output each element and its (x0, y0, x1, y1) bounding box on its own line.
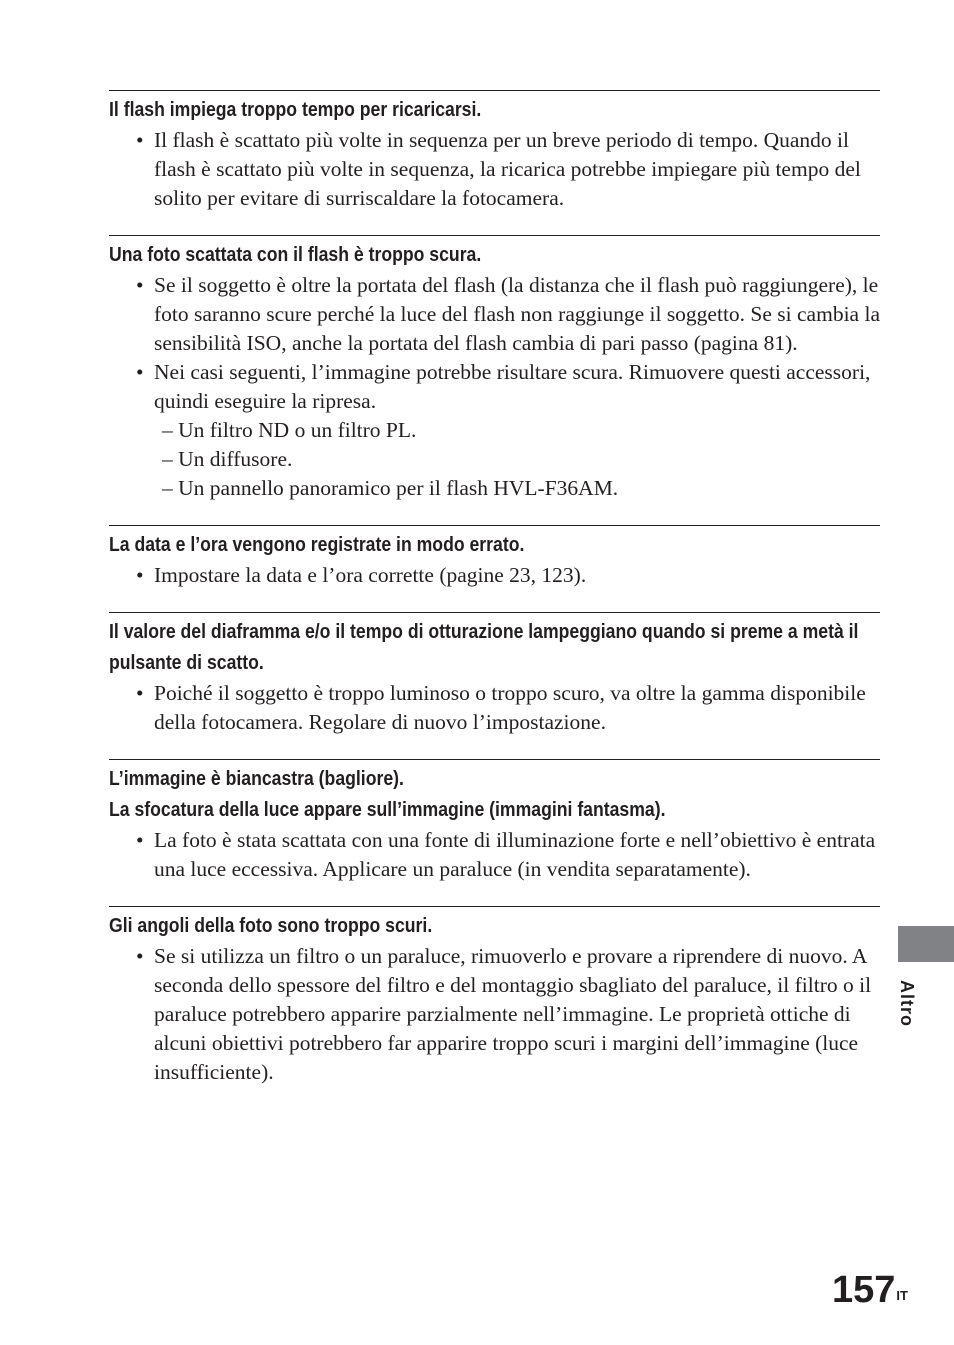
section-aperture-blink (109, 612, 880, 737)
page-number (832, 1266, 908, 1314)
bullet-icon: • (136, 828, 144, 852)
item-text: Impostare la data e l’ora corrette (pagine 23, 123). (154, 563, 587, 587)
section-dark-corners (109, 906, 880, 1087)
list-item (109, 826, 880, 884)
section-heading: Il flash impiega troppo tempo per ricaricarsi. (109, 98, 482, 121)
page-number-value: 157 (832, 1269, 896, 1311)
sub-item: – Un filtro ND o un filtro PL. (162, 418, 417, 442)
item-list (109, 126, 880, 213)
list-item (109, 126, 880, 213)
bullet-icon: • (136, 360, 144, 384)
item-list (109, 942, 880, 1087)
section-flare-ghost (109, 759, 880, 884)
section-heading: Il valore del diaframma e/o il tempo di otturazione lampeggiano quando si preme a metà il pulsante di scatto. (109, 620, 859, 674)
section-flash-dark-photo (109, 235, 880, 503)
list-item (109, 942, 880, 1087)
bullet-icon: • (136, 128, 144, 152)
section-date-time (109, 525, 880, 590)
section-heading: Una foto scattata con il flash è troppo scura. (109, 243, 482, 266)
bullet-icon: • (136, 273, 144, 297)
bullet-icon: • (136, 563, 144, 587)
side-section-label: Altro (897, 980, 917, 1027)
list-item (109, 679, 880, 737)
item-text: Nei casi seguenti, l’immagine potrebbe risultare scura. Rimuovere questi accessori, quindi eseguire la ripresa. (154, 360, 871, 413)
section-tab-marker (898, 926, 954, 962)
page-number-suffix: IT (896, 1288, 908, 1303)
item-list (109, 561, 880, 590)
item-list (109, 271, 880, 503)
list-item (109, 358, 880, 416)
bullet-icon: • (136, 944, 144, 968)
page-content (109, 90, 880, 1109)
list-item (109, 271, 880, 358)
section-heading: Gli angoli della foto sono troppo scuri. (109, 914, 433, 937)
sub-item: – Un diffusore. (162, 447, 293, 471)
section-heading: La data e l’ora vengono registrate in modo errato. (109, 533, 525, 556)
sub-item: – Un pannello panoramico per il flash HVL-F36AM. (162, 476, 619, 500)
item-text: Se il soggetto è oltre la portata del flash (la distanza che il flash può raggiungere), le foto saranno scure perché la luce del flash non raggiunge il soggetto. Se si cambia la sensibilità ISO, anche la portata del flash cambia di pari passo (pagina 81). (154, 273, 880, 355)
section-flash-recharge (109, 90, 880, 213)
item-text: La foto è stata scattata con una fonte di illuminazione forte e nell’obiettivo è entrata una luce eccessiva. Applicare un paraluce (in vendita separatamente). (154, 828, 876, 881)
item-list (109, 826, 880, 884)
item-text: Il flash è scattato più volte in sequenza per un breve periodo di tempo. Quando il flash è scattato più volte in sequenza, la ricarica potrebbe impiegare più tempo del solito per evitare di surriscaldare la fotocamera. (154, 128, 861, 210)
bullet-icon: • (136, 681, 144, 705)
item-text: Poiché il soggetto è troppo luminoso o troppo scuro, va oltre la gamma disponibile della fotocamera. Regolare di nuovo l’impostazione. (154, 681, 866, 734)
section-heading: L’immagine è biancastra (bagliore). La sfocatura della luce appare sull’immagine (immagini fantasma). (109, 767, 666, 821)
item-list (109, 679, 880, 737)
item-text: Se si utilizza un filtro o un paraluce, rimuoverlo e provare a riprendere di nuovo. A seconda dello spessore del filtro e del montaggio sbagliato del paraluce, il filtro o il paraluce potrebbero apparire parzialmente nell’immagine. Le proprietà ottiche di alcuni obiettivi potrebbero far apparire troppo scuri i margini dell’immagine (luce insufficiente). (154, 944, 872, 1084)
list-item (109, 561, 880, 590)
